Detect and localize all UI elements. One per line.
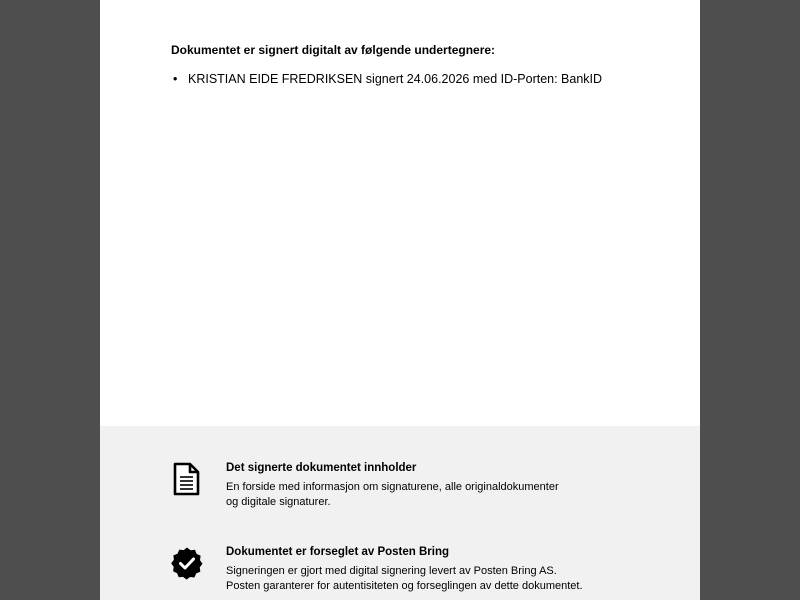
seal-text-line: Signeringen er gjort med digital signering levert av Posten Bring AS. bbox=[226, 565, 557, 577]
contents-text-line: og digitale signaturer. bbox=[226, 495, 331, 508]
contents-title: Det signerte dokumentet innholder bbox=[226, 462, 417, 474]
signer-list bbox=[171, 71, 602, 87]
signers-heading: Dokumentet er signert digitalt av følgende undertegnere: bbox=[171, 43, 496, 57]
seal-description bbox=[226, 564, 606, 593]
seal-text-line: Posten garanterer for autentisiteten og forseglingen av dette dokumentet. bbox=[226, 579, 583, 592]
contents-description bbox=[226, 480, 606, 509]
seal-title: Dokumentet er forseglet av Posten Bring bbox=[226, 546, 450, 558]
contents-text-line: En forside med informasjon om signaturene, alle originaldokumenter bbox=[226, 481, 559, 493]
verified-badge-icon bbox=[170, 546, 204, 580]
document-page bbox=[100, 0, 700, 600]
info-footer bbox=[100, 426, 700, 600]
signer-list-item: • KRISTIAN EIDE FREDRIKSEN signert 24.06.2026 med ID-Porten: BankID bbox=[171, 71, 602, 87]
document-icon bbox=[170, 462, 204, 496]
